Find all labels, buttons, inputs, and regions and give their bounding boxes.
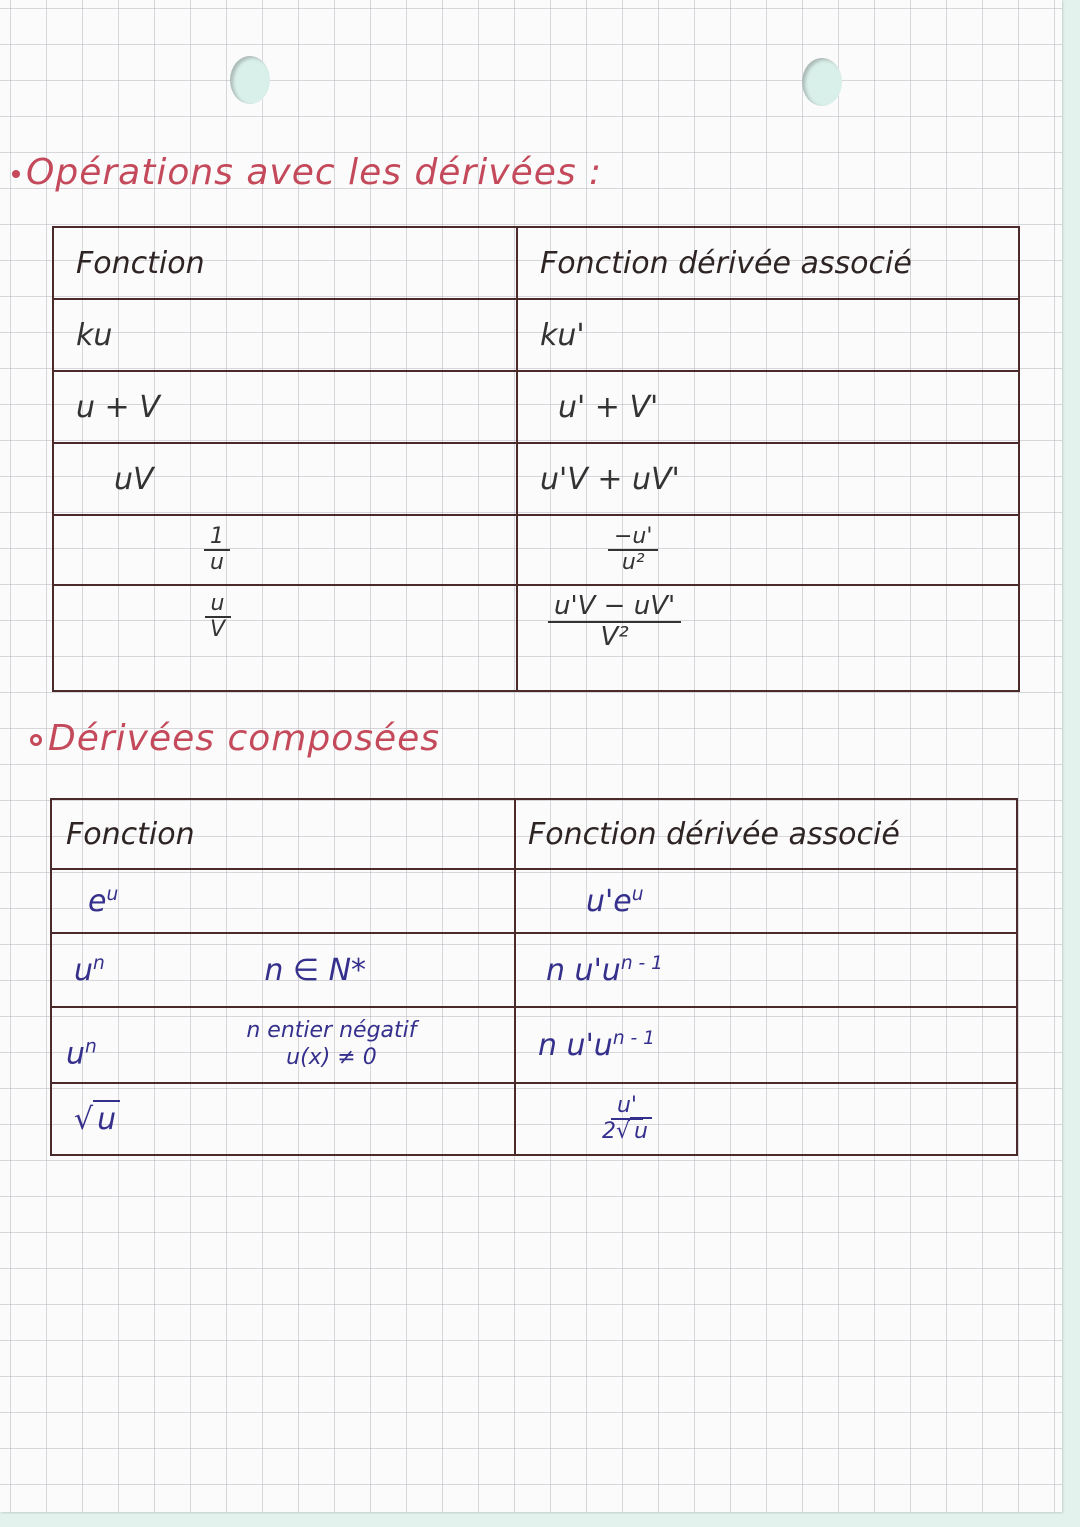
table-row [53, 515, 1019, 585]
section-title: Opérations avec les dérivées : [26, 152, 603, 193]
function-cell: uV [53, 443, 517, 515]
derivative-cell [515, 1083, 1017, 1155]
section-title: Dérivées composées [48, 718, 441, 759]
table-row [53, 585, 1019, 691]
derivative-cell: u'V + uV' [517, 443, 1019, 515]
table-header-row [53, 227, 1019, 299]
header-function: Fonction [53, 227, 517, 299]
square-root: √ u [74, 1100, 120, 1137]
composed-derivatives-table [50, 798, 1018, 1156]
table-row [51, 1083, 1017, 1155]
header-function: Fonction [51, 799, 515, 869]
fraction: $\frac{-u'}{\text{u²}}$ [608, 525, 658, 575]
derivative-cell [517, 585, 1019, 691]
table-row [53, 371, 1019, 443]
derivative-cell [517, 515, 1019, 585]
header-derivative: Fonction dérivée associé [515, 799, 1017, 869]
punch-hole-right [802, 58, 842, 106]
condition: n entier négatif u(x) ≠ 0 [246, 1018, 417, 1070]
table-row [51, 869, 1017, 933]
table-header-row [51, 799, 1017, 869]
function-cell: u + V [53, 371, 517, 443]
section-heading-operations [12, 152, 602, 193]
function-cell: ku [53, 299, 517, 371]
bullet-ring-icon [30, 734, 42, 746]
table-row [51, 933, 1017, 1007]
derivative-cell: $u'e^u$ [515, 869, 1017, 933]
fraction: $\frac{1}{u}$ [204, 525, 230, 575]
bullet-dot-icon [12, 170, 20, 178]
function-cell: $u^n$ n entier négatif u(x) ≠ 0 [51, 1007, 515, 1083]
table-row [53, 299, 1019, 371]
function-cell [53, 515, 517, 585]
table-row [53, 443, 1019, 515]
function-cell: $e^u$ [51, 869, 515, 933]
function-cell [51, 1083, 515, 1155]
punch-hole-left [230, 56, 270, 104]
derivative-cell: ku' [517, 299, 1019, 371]
function-cell [53, 585, 517, 691]
header-derivative: Fonction dérivée associé [517, 227, 1019, 299]
derivative-cell: n $u'u^{n - 1}$ [515, 1007, 1017, 1083]
condition: n ∈ N* [264, 952, 367, 988]
derivative-operations-table [52, 226, 1020, 692]
function-cell: $u^n$ n ∈ N* [51, 933, 515, 1007]
fraction: $\frac{u'}{2√ u}$ [596, 1094, 658, 1144]
fraction: $\frac{u}{V}$ [204, 592, 231, 642]
derivative-cell: u' + V' [517, 371, 1019, 443]
table-row [51, 1007, 1017, 1083]
derivative-cell: n $u'u^{n - 1}$ [515, 933, 1017, 1007]
fraction: $\frac{u'V - uV'}{\text{V²}}$ [548, 592, 681, 651]
section-heading-composed [30, 718, 440, 759]
